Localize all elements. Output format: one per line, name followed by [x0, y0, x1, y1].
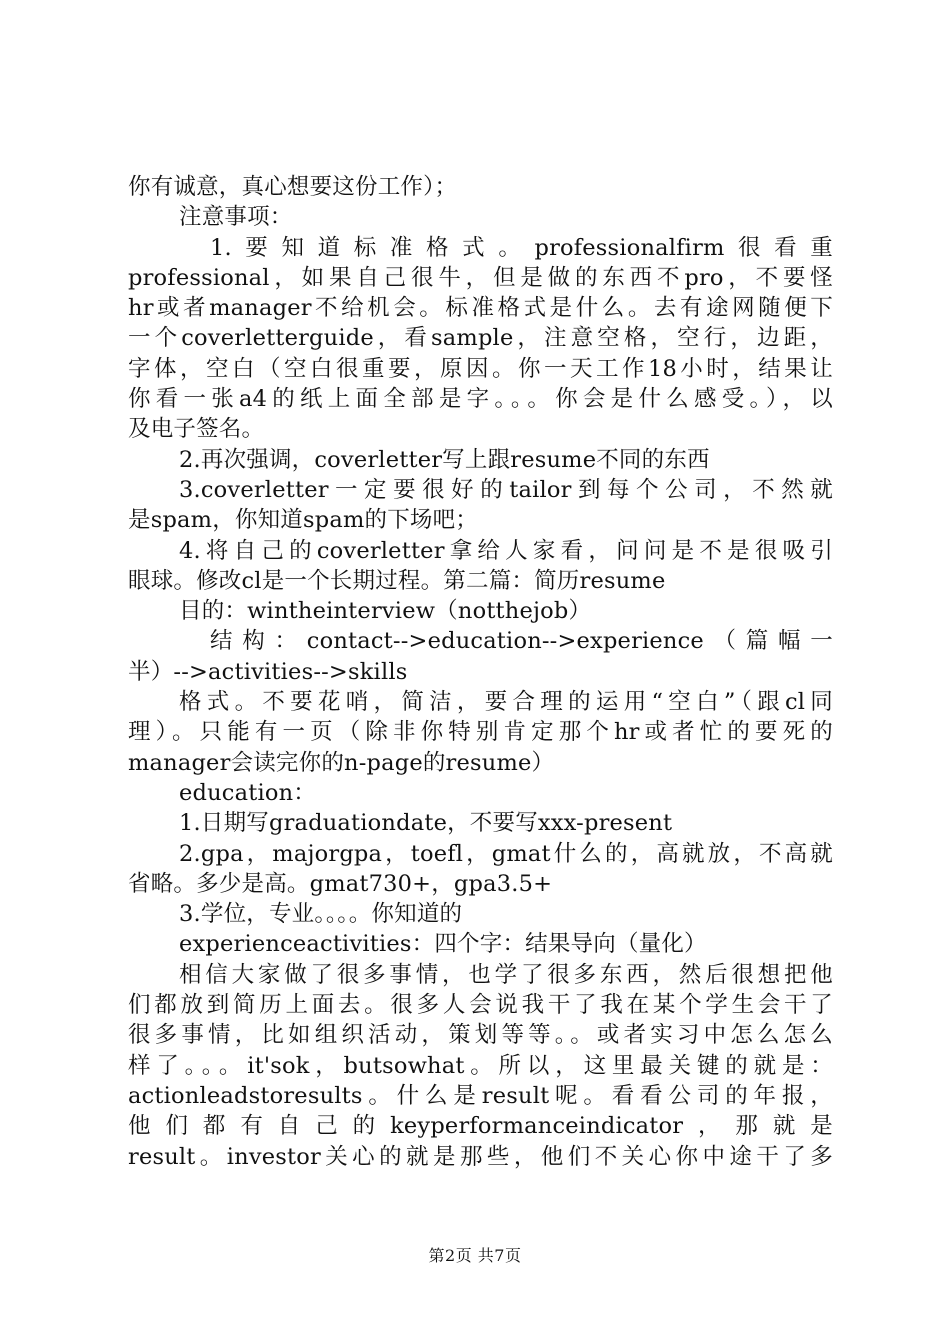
- document-body: [128, 172, 833, 1172]
- text-line: 眼球。修改cl是一个长期过程。第二篇：简历resume: [128, 567, 666, 594]
- text-line: 结构：contact-->education-->experience（篇幅一: [210, 628, 833, 655]
- text-line: 一个coverletterguide，看sample，注意空格，空行，边距，: [128, 325, 833, 352]
- text-line: 理）。只能有一页（除非你特别肯定那个hr或者忙的要死的: [128, 719, 833, 746]
- text-line: 你有诚意，真心想要这份工作）；: [128, 174, 458, 200]
- text-line: 2.再次强调，coverletter写上跟resume不同的东西: [179, 446, 710, 473]
- text-line: 格式。不要花哨，简洁，要合理的运用“空白”（跟cl同: [179, 689, 833, 716]
- text-line: 1.要知道标准格式。professionalfirm很看重: [210, 234, 833, 261]
- text-line: 1.日期写graduationdate，不要写xxx-present: [179, 810, 673, 837]
- text-line: 3.学位，专业。。。。你知道的: [179, 901, 463, 928]
- text-line: 你看一张a4的纸上面全部是字。。。你会是什么感受。），以: [128, 386, 833, 413]
- text-line: 及电子签名。: [128, 416, 265, 443]
- text-line: 半）-->activities-->skills: [128, 658, 408, 685]
- section-heading: education：: [179, 779, 317, 806]
- text-line: 2.gpa，majorgpa，toefl，gmat什么的，高就放，不高就: [179, 840, 833, 867]
- text-line: 他们都有自己的keyperformanceindicator，那就是: [128, 1113, 833, 1140]
- text-line: 目的：wintheinterview（notthejob）: [179, 598, 592, 625]
- text-line: 样了。。。it'sok，butsowhat。所以，这里最关键的就是：: [128, 1052, 833, 1079]
- text-line: 们都放到简历上面去。很多人会说我干了我在某个学生会干了: [128, 992, 833, 1019]
- section-heading: 注意事项：: [179, 204, 293, 231]
- text-line: result。investor关心的就是那些，他们不关心你中途干了多: [128, 1143, 833, 1170]
- text-line: 字体，空白（空白很重要，原因。你一天工作18小时，结果让: [128, 355, 833, 382]
- text-line: actionleadstoresults。什么是result呢。看看公司的年报，: [128, 1082, 833, 1109]
- page-number-footer: 第2页 共7页: [428, 1246, 522, 1265]
- section-heading: experienceactivities：四个字：结果导向（量化）: [179, 931, 707, 958]
- text-line: 是spam，你知道spam的下场吧；: [128, 507, 478, 534]
- text-line: manager会读完你的n-page的resume）: [128, 749, 555, 776]
- text-line: 4.将自己的coverletter拿给人家看，问问是不是很吸引: [179, 537, 833, 564]
- text-line: 相信大家做了很多事情，也学了很多东西，然后很想把他: [179, 961, 833, 988]
- text-line: professional，如果自己很牛，但是做的东西不pro，不要怪: [128, 264, 833, 291]
- text-line: 省略。多少是高。gmat730+，gpa3.5+: [128, 870, 553, 897]
- text-line: hr或者manager不给机会。标准格式是什么。去有途网随便下: [128, 295, 833, 322]
- text-line: 3.coverletter一定要很好的tailor到每个公司，不然就: [179, 476, 833, 503]
- text-line: 很多事情，比如组织活动，策划等等。。或者实习中怎么怎么: [128, 1022, 833, 1049]
